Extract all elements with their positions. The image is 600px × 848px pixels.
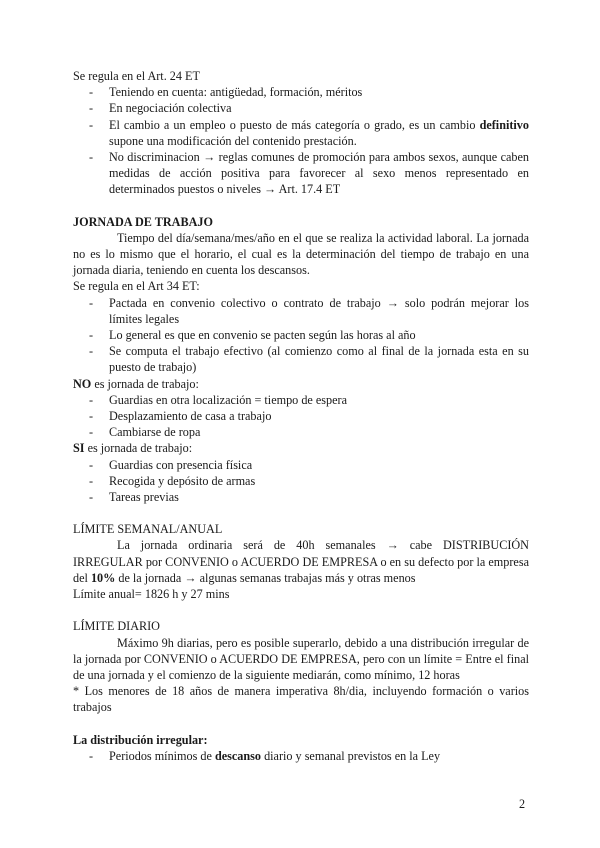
- no-jornada-intro: [73, 376, 529, 392]
- section-heading: JORNADA DE TRABAJO: [73, 214, 213, 229]
- limite-diario-section: [73, 618, 529, 715]
- diario-paragraph: Máximo 9h diarias, pero es posible superarlo, debido a una distribución irregular de la jornada por CONVENIO o ACUERDO DE EMPRESA, pero con un límite = Entre el final de una jornada y el comienzo de la siguiente mediarán, como mínimo, 12 horas: [73, 635, 529, 682]
- text-run: es jornada de trabajo:: [91, 376, 199, 391]
- art34-list: [73, 295, 529, 376]
- list-item: - Guardias con presencia física: [109, 457, 529, 473]
- promotion-section: [73, 68, 529, 198]
- section-heading: LÍMITE DIARIO: [73, 619, 160, 634]
- list-item: - Lo general es que en convenio se pacten según las horas al año: [109, 327, 529, 343]
- jornada-section: [73, 214, 529, 506]
- text-run: Periodos mínimos de: [109, 748, 215, 763]
- section-heading: LÍMITE SEMANAL/ANUAL: [73, 522, 223, 537]
- list-item: - En negociación colectiva: [109, 100, 529, 116]
- text-run: supone una modificación del contenido prestación.: [109, 133, 357, 148]
- list-item: - Tareas previas: [109, 489, 529, 505]
- limite-anual: Límite anual= 1826 h y 27 mins: [73, 587, 230, 602]
- section-heading: La distribución irregular:: [73, 732, 208, 747]
- no-jornada-list: [73, 392, 529, 441]
- bold-term: descanso: [214, 748, 262, 763]
- jornada-paragraph: Tiempo del día/semana/mes/año en el que se realiza la actividad laboral. La jornada no es lo mismo que el horario, el cual es la determinación del tiempo de trabajo en una jornada diaria, teniendo en cuenta los descansos.: [73, 230, 529, 278]
- art34-intro: Se regula en el Art 34 ET:: [73, 279, 200, 294]
- list-item: - Desplazamiento de casa a trabajo: [109, 408, 529, 424]
- bold-term: NO: [73, 376, 92, 391]
- si-jornada-intro: [73, 440, 529, 456]
- list-item: [109, 748, 529, 764]
- art24-list: [73, 84, 529, 197]
- limite-semanal-section: [73, 521, 529, 602]
- page-number: 2: [519, 797, 526, 811]
- document-page: [73, 68, 529, 764]
- text-run: diario y semanal previstos en la Ley: [261, 748, 441, 763]
- bold-term: SI: [73, 441, 85, 456]
- list-item: - Pactada en convenio colectivo o contrato de trabajo → solo podrán mejorar los límites legales: [109, 295, 529, 327]
- list-item: [109, 117, 529, 149]
- si-jornada-list: [73, 457, 529, 506]
- bold-term: definitivo: [479, 117, 529, 132]
- list-item: - Teniendo en cuenta: antigüedad, formación, méritos: [109, 84, 529, 100]
- list-item: - Cambiarse de ropa: [109, 424, 529, 440]
- distribucion-list: [73, 748, 529, 764]
- text-run: es jornada de trabajo:: [84, 441, 193, 456]
- semanal-paragraph: [73, 537, 529, 586]
- art24-intro: Se regula en el Art. 24 ET: [73, 69, 200, 83]
- text-run: El cambio a un empleo o puesto de más categoría o grado, es un cambio: [109, 117, 480, 132]
- text-run: de la jornada → algunas semanas trabajas más y otras menos: [115, 570, 416, 585]
- list-item: - Guardias en otra localización = tiempo de espera: [109, 392, 529, 408]
- list-item: - Se computa el trabajo efectivo (al comienzo como al final de la jornada esta en su puesto de trabajo): [109, 343, 529, 375]
- text-run: La jornada ordinaria será de 40h semanales → cabe DISTRIBUCIÓN IRREGULAR por CONVENIO o ACUERDO DE EMPRESA o en su defecto por la empresa del: [73, 538, 529, 585]
- list-item: - No discriminacion → reglas comunes de promoción para ambos sexos, aunque caben medidas de acción positiva para favorecer al sexo menos representado en determinados puestos o niveles → Art. 17.4 ET: [109, 149, 529, 198]
- diario-note: * Los menores de 18 años de manera imperativa 8h/dia, incluyendo formación o varios trabajos: [73, 684, 529, 715]
- list-item: - Recogida y depósito de armas: [109, 473, 529, 489]
- bold-term: 10%: [90, 570, 116, 585]
- distribucion-section: [73, 732, 529, 764]
